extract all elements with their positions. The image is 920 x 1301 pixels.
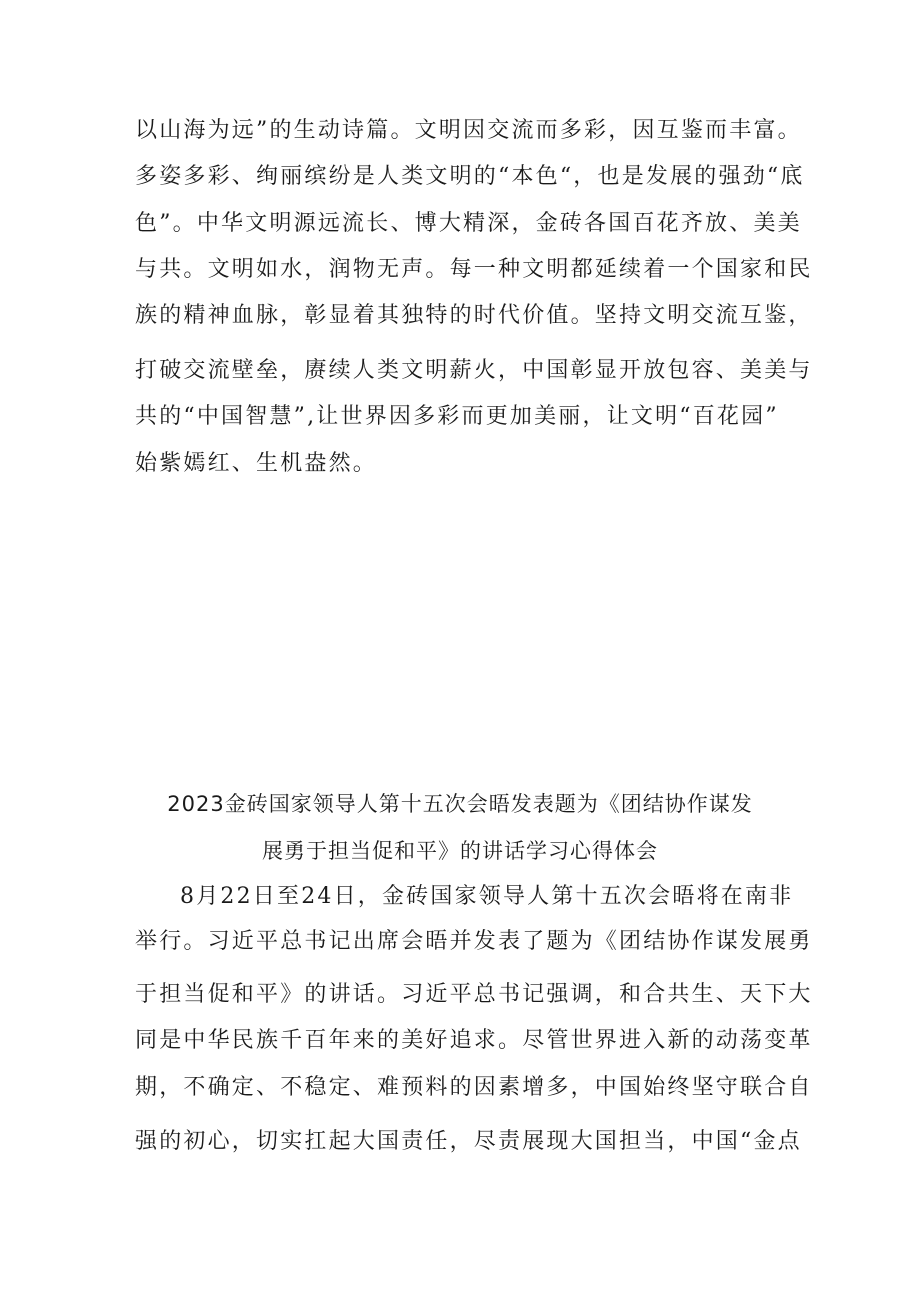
- article-title-line-2: 展勇于担当促和平》的讲话学习心得体会: [262, 839, 658, 863]
- paragraph-line: 多姿多彩、绚丽缤纷是人类文明的“本色“，也是发展的强劲“底: [135, 164, 805, 189]
- paragraph-line: 色”。中华文明源远流长、博大精深，金砖各国百花齐放、美美: [135, 211, 802, 236]
- paragraph-line: 族的精神血脉，彰显着其独特的时代价值。坚持文明交流互鉴，: [135, 303, 813, 328]
- paragraph-line: 同是中华民族千百年来的美好追求。尽管世界进入新的动荡变革: [135, 1028, 813, 1053]
- paragraph-line: 于担当促和平》的讲话。习近平总书记强调，和合共生、天下大: [135, 982, 813, 1007]
- paragraph-line: 始紫嫣红、生机盎然。: [135, 451, 378, 476]
- paragraph-line: 强的初心，切实扛起大国责任，尽责展现大国担当，中国“金点: [135, 1129, 802, 1154]
- paragraph-line: 与共。文明如水，润物无声。每一种文明都延续着一个国家和民: [135, 257, 813, 282]
- article-title-line-1: 2023金砖国家领导人第十五次会晤发表题为《团结协作谋发: [167, 792, 753, 816]
- paragraph-line: 打破交流壁垒，赓续人类文明薪火，中国彰显开放包容、美美与: [135, 358, 813, 383]
- paragraph-line: 共的“中国智慧”,让世界因多彩而更加美丽，让文明“百花园”: [135, 404, 779, 429]
- paragraph-line: 举行。习近平总书记出席会晤并发表了题为《团结协作谋发展勇: [135, 929, 813, 954]
- paragraph-line: 8月22日至24日，金砖国家领导人第十五次会晤将在南非: [180, 884, 794, 909]
- paragraph-line: 期，不确定、不稳定、难预料的因素增多，中国始终坚守联合自: [135, 1075, 813, 1100]
- paragraph-line: 以山海为远”的生动诗篇。文明因交流而多彩，因互鉴而丰富。: [135, 118, 802, 143]
